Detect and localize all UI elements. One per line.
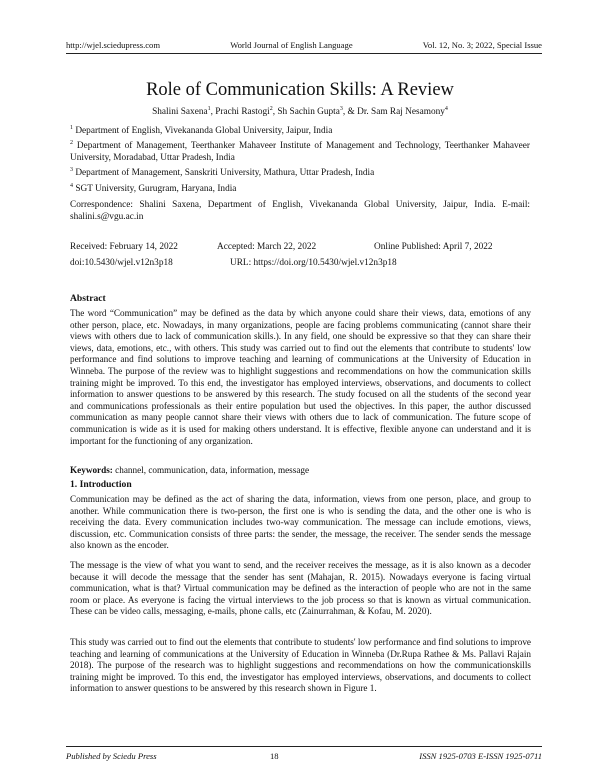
- keywords-list: channel, communication, data, information, message: [112, 465, 310, 475]
- volume-info: Vol. 12, No. 3; 2022, Special Issue: [422, 40, 542, 50]
- paper-title: Role of Communication Skills: A Review: [146, 80, 454, 100]
- header-divider: [66, 53, 542, 54]
- doi-url[interactable]: URL: https://doi.org/10.5430/wjel.v12n3p18: [230, 258, 397, 268]
- author-list: [0, 107, 600, 117]
- intro-paragraph-2: The message is the view of what you want to send, and the receiver receives the message, as it is also known as a decoder because it will decode the message that the sender has sent (Mahajan, R. 2015). Nowadays everyone is facing virtual communication, what is that? Virtual communication may be defined as the interaction of people who are not in the same room or place. As everyone is facing the virtual interviews to the job process so that is known as virtual communication. These can be video calls, messaging, e-mails, phone calls, etc (Zainurrahman, & Kofau, M. 2020).: [70, 560, 531, 617]
- online-date: Online Published: April 7, 2022: [374, 242, 493, 252]
- author: Dr. Sam Raj Nesamony$^4$: [357, 105, 448, 117]
- author: Sh Sachin Gupta$^3$, &: [277, 105, 358, 117]
- author: Prachi Rastogi$^2$,: [215, 105, 278, 117]
- issn: ISSN 1925-0703 E-ISSN 1925-0711: [419, 751, 542, 761]
- received-date: Received: February 14, 2022: [70, 242, 178, 252]
- affiliation-2: $^2$ Department of Management, Teerthanker Mahaveer Institute of Management and Technology, Teerthanker Mahaveer University, Moradabad, Uttar Pradesh, India: [70, 139, 530, 163]
- keywords-label: Keywords:: [70, 465, 113, 475]
- page-number: 18: [270, 751, 279, 761]
- running-header: [66, 40, 542, 50]
- journal-name: World Journal of English Language: [230, 40, 353, 50]
- affiliation-3: $^3$ Department of Management, Sanskriti University, Mathura, Uttar Pradesh, India: [70, 166, 375, 178]
- affiliation-4: $^4$ SGT University, Gurugram, Haryana, India: [70, 182, 237, 194]
- correspondence: Correspondence: Shalini Saxena, Department of English, Vivekananda Global University, Jaipur, India. E-mail: shalini.s@vgu.ac.in: [70, 200, 530, 222]
- affiliation-1: $^1$ Department of English, Vivekananda Global University, Jaipur, India: [70, 124, 333, 136]
- doi: doi:10.5430/wjel.v12n3p18: [70, 258, 173, 268]
- author: Shalini Saxena$^1$,: [152, 105, 216, 117]
- abstract-heading: Abstract: [70, 293, 106, 304]
- abstract-text: The word “Communication” may be defined as the data by which anyone could share their views, data, emotions of any other person, place, etc. Nowadays, in many organizations, people are facing problems communicating (cannot share their views with others due to lack of communication skills.). In any field, one should be expressive so that they can share their views, data, emotions, etc., with others. This study was carried out to find out the elements that contribute to students' low performance and find solutions to improve teaching and learning of communications at the University of Education in Winneba. The purpose of the review was to highlight suggestions and recommendations on how the communication skills training might be improved. To this end, the investigator has employed interviews, observations, and documents to collect information to answer questions to be answered by this research. The study focused on all the students of the second year and communications professionals as their entire population but used the objectives. In this paper, the author discussed communication as many people cannot share their views with others due to lack of communication. The future scope of communication is wide as it is used for making others understand. It is effective, flexible anyone can understand and it is important for the functioning of any organization.: [70, 308, 531, 446]
- intro-paragraph-3: This study was carried out to find out the elements that contribute to students' low performance and find solutions to improve teaching and learning of communications at the University of Education in Winneba (Dr.Rupa Rathee & Ms. Pallavi Rajain 2018). The purpose of the research was to highlight suggestions and recommendations on how the communicationskills training might be improved. To this end, the investigator has employed interviews, observations, and documents to collect information to answer questions to be answered by this research shown in Figure 1.: [70, 637, 531, 694]
- footer-divider: [66, 746, 542, 747]
- intro-paragraph-1: Communication may be defined as the act of sharing the data, information, views from one person, place, and group to another. While communication there is two-person, the first one is who is sending the data, and the other one is who is receiving the data. Every communication includes two-way communication. The message can include emotions, views, discussion, etc. Communication consists of three parts: the sender, the message, the receiver. The sender sends the message also known as the encoder.: [70, 494, 531, 551]
- journal-url[interactable]: http://wjel.sciedupress.com: [66, 40, 161, 50]
- keywords: [70, 465, 309, 475]
- section-heading: 1. Introduction: [70, 479, 132, 490]
- accepted-date: Accepted: March 22, 2022: [217, 242, 317, 252]
- publisher: Published by Sciedu Press: [66, 751, 157, 761]
